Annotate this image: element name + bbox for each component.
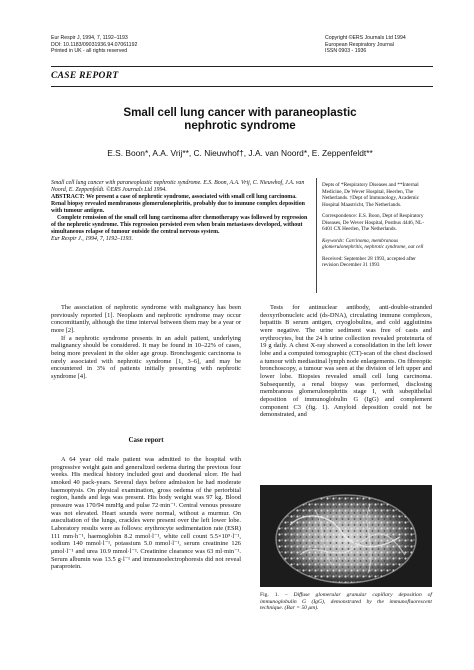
case-column [51, 456, 241, 571]
affiliations: Depts of *Respiratory Diseases and **Internal Medicine, De Wever Hospital, Heerlen, The Netherlands. †Dept of Immunology, Academic Hospital Maastricht, The Netherlands. [322, 182, 420, 208]
sidebar-divider [316, 178, 317, 293]
abstract-journal-ref: Eur Respir J., 1994, 7, 1192–1193. [51, 236, 133, 243]
abstract-label: ABSTRACT: [51, 194, 85, 201]
figure-caption-text: – Diffuse glomerular granular capillary deposition of immunoglobulin G (IgG), demonstrated by the immunofluorescent technique. (Bar = 50 μm). [260, 592, 432, 612]
affiliation-sidebar [322, 182, 432, 274]
right-column [260, 304, 432, 419]
received-dates: Received: September 28 1993, accepted after revision December 31 1993 [322, 255, 416, 268]
correspondence: Correspondence: E.S. Boon, Dept of Respiratory Diseases, De Wever Hospital, Postbus 4446, NL-6401 CX Heerlen, The Netherlands. [322, 213, 424, 232]
header-left-line: Eur Respir J, 1994, 7, 1192–1193 [51, 35, 128, 41]
title-line: nephrotic syndrome [184, 119, 296, 132]
journal-header-left [51, 35, 137, 55]
title-line: Small cell lung cancer with paraneoplastic [123, 106, 357, 119]
section-rule [51, 86, 433, 87]
header-right-line: European Respiratory Journal [325, 41, 394, 48]
abstract-text-2: Complete remission of the small cell lung carcinoma after chemotherapy was followed by regression of the nephrotic syndrome. This regression persisted even when brain metastases developed, without simultaneous relapse of tumour outside the central nervous system. [51, 215, 308, 236]
right-paragraph: Tests for antinuclear antibody, anti-double-stranded deoxyribonucleic acid (ds-DNA), circulating immune complexes, hepatitis B serum antigen, cryoglobulins, and cold agglutinins were negative. The urine sediment was free of casts and erythrocytes, but the 24 h urine collection revealed proteinuria of 19 g daily. A chest X-ray showed a consolidation in the left lower lobe and a computed tomographic (CT)-scan of the chest disclosed a tumour with mediastinal lymph node enlargements. On fibreoptic bronchoscopy, a tumour was seen at the division of left upper and lower lobe. Biopsies revealed small cell lung carcinoma. Subsequently, a renal biopsy was performed, disclosing membranous glomerulonephritis stage I, with subepithelial deposition of immunoglobulin G (IgG) and complement component C3 (fig. 1). Amyloid deposition could not be demonstrated, and [260, 304, 432, 419]
article-title [60, 106, 420, 132]
abstract-citation: Small cell lung cancer with paraneoplastic nephrotic syndrome. E.S. Boon, A.A. Vrij, C. Nieuwhof, J.A. van Noord, E. Zeppenfeldt. ©ERS Journals Ltd 1994. [51, 180, 305, 194]
header-right-line: Copyright ©ERS Journals Ltd 1994 [325, 35, 406, 41]
header-left-line: DOI: 10.1183/09031936.94.07061192 [51, 41, 138, 48]
case-paragraph: A 64 year old male patient was admitted to the hospital with progressive weight gain and generalized oedema during the previous four weeks. His medical history included gout and duodenal ulcer. He had smoked 40 pack-years. Several days before admission he had moderate haemoptysis. On physical examination, gross oedema of the periorbital region, hands and legs was present. His body weight was 97 kg. Blood pressure was 170/94 mmHg and pulse 72·min⁻¹. Central venous pressure was not elevated. Heart sounds were normal, without a murmur. On auscultation of the lungs, crackles were present over the left lower lobe. Laboratory results were as follows: erythrocyte sedimentation rate (ESR) 111 mm·h⁻¹, haemoglobin 8.2 mmol·l⁻¹, white cell count 5.5×10⁹·l⁻¹, sodium 140 mmol·l⁻¹, potassium 5.0 mmol·l⁻¹, serum creatinine 126 μmol·l⁻¹ and urea 10.9 mmol·l⁻¹. Creatinine clearance was 63 ml·min⁻¹. Serum albumin was 13.5 g·l⁻¹ and immunoelectrophoresis did not reveal paraprotein. [51, 456, 241, 571]
header-rule [51, 66, 433, 67]
abstract-paragraph-1 [51, 194, 309, 215]
figure-caption [260, 592, 432, 612]
glomerulus-micrograph [260, 485, 432, 587]
intro-paragraph: If a nephrotic syndrome presents in an adult patient, underlying malignancy should be considered. It may be found in 10–22% of cases, being more prevalent in the older age group. Bronchogenic carcinoma is rarely associated with nephrotic syndrome [1, 3–6], and may be encountered in 3% of patients initially presenting with nephrotic syndrome [4]. [51, 334, 241, 380]
keywords: Keywords: Carcinoma, membranous glomerulonephritis, nephrotic syndrome, oat cell [322, 237, 424, 250]
header-left-line: Printed in UK - all rights reserved [51, 48, 128, 55]
abstract-block [51, 180, 309, 243]
figure-label: Fig. 1. [260, 592, 279, 598]
abstract-text-1: We present a case of nephrotic syndrome, associated with small cell lung carcinoma. Renal biopsy revealed membranous glomerulonephritis, probably due to immune complex deposition with tumour antigen. [51, 194, 305, 215]
intro-paragraph: The association of nephrotic syndrome with malignancy has been previously reported [1]. Neoplasm and nephrotic syndrome may occur concomittantly, although the time interval between them may be a year or more [2]. [51, 304, 241, 334]
case-report-label: CASE REPORT [51, 71, 119, 81]
header-right-line: ISSN 0903 - 1936 [325, 48, 367, 55]
author-list: E.S. Boon*, A.A. Vrij**, C. Nieuwhof†, J.A. van Noord*, E. Zeppenfeldt** [107, 148, 373, 158]
intro-column [51, 304, 241, 381]
micrograph-image [260, 485, 432, 587]
journal-header-right [325, 35, 406, 55]
case-report-heading: Case report [128, 436, 164, 444]
